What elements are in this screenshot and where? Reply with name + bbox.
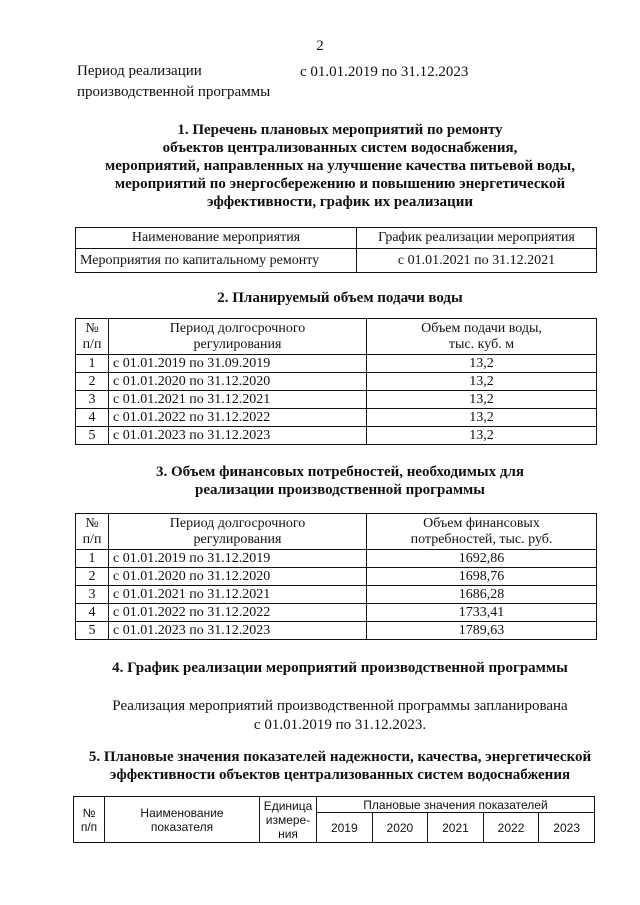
row-num: 1: [76, 550, 109, 568]
section3-title-line: 3. Объем финансовых потребностей, необходимых для: [155, 464, 525, 480]
financial-needs-table: [75, 513, 597, 640]
table-row: [76, 409, 597, 427]
section3-title: [60, 463, 620, 499]
table-row: [76, 391, 597, 409]
table-row: [76, 604, 597, 622]
section2-title: [60, 289, 620, 307]
table-row: [76, 586, 597, 604]
header-volume: [367, 319, 597, 355]
period-label: [77, 61, 270, 103]
water-supply-table: [75, 318, 597, 445]
header-num: [76, 319, 109, 355]
period-label-line1: Период реализации: [77, 63, 202, 79]
row-amount: 1733,41: [367, 604, 597, 622]
table-row: [76, 427, 597, 445]
section1-title-line: мероприятий по энергосбережению и повышению энергетической: [114, 176, 566, 192]
header-period: [109, 319, 367, 355]
section3-title-line: реализации производственной программы: [195, 482, 485, 498]
header-period: [109, 514, 367, 550]
row-num: 4: [76, 409, 109, 427]
header-year: 2021: [428, 813, 484, 843]
row-amount: 1692,86: [367, 550, 597, 568]
table-header-row: [74, 797, 595, 813]
row-volume: 13,2: [367, 355, 597, 373]
activities-table: [75, 227, 597, 273]
table-row: [76, 550, 597, 568]
header-volume-line2: тыс. куб. м: [448, 336, 515, 352]
row-amount: 1789,63: [367, 622, 597, 640]
header-num: [74, 797, 105, 843]
row-period: с 01.01.2019 по 31.09.2019: [109, 355, 367, 373]
header-num-line2: п/п: [80, 819, 98, 834]
section4-text: [60, 697, 620, 735]
row-period: с 01.01.2021 по 31.12.2021: [109, 586, 367, 604]
table-header-row: [76, 319, 597, 355]
section4-text-line2: с 01.01.2019 по 31.12.2023.: [253, 717, 427, 733]
header-num-line2: п/п: [82, 531, 102, 547]
row-amount: 1686,28: [367, 586, 597, 604]
table-header-row: [76, 514, 597, 550]
section1-title-line: объектов централизованных систем водоснабжения,: [162, 140, 518, 156]
header-num: [76, 514, 109, 550]
header-financial: [367, 514, 597, 550]
header-period-line2: регулирования: [193, 336, 282, 352]
page-number: 2: [316, 38, 324, 54]
header-volume-line1: Объем подачи воды,: [421, 320, 542, 336]
header-year: 2020: [372, 813, 428, 843]
table-row: [76, 622, 597, 640]
header-financial-line2: потребностей, тыс. руб.: [410, 531, 553, 547]
row-volume: 13,2: [367, 427, 597, 445]
section1-title-line: 1. Перечень плановых мероприятий по ремонту: [177, 122, 503, 138]
section1-title: [60, 121, 620, 211]
table-header-row: [76, 228, 597, 249]
row-num: 2: [76, 568, 109, 586]
row-period: с 01.01.2019 по 31.12.2019: [109, 550, 367, 568]
row-period: с 01.01.2021 по 31.12.2021: [109, 391, 367, 409]
period-value: с 01.01.2019 по 31.12.2023: [300, 64, 469, 80]
table-row: [76, 249, 597, 273]
header-num-line1: №: [82, 805, 96, 820]
header-year: 2023: [539, 813, 595, 843]
header-planned-values: Плановые значения показателей: [317, 797, 595, 813]
header-activity-name: Наименование мероприятия: [76, 228, 357, 249]
row-num: 4: [76, 604, 109, 622]
row-volume: 13,2: [367, 409, 597, 427]
activity-name-cell: Мероприятия по капитальному ремонту: [76, 249, 357, 273]
section1-title-line: эффективности, график их реализации: [207, 194, 473, 210]
row-period: с 01.01.2023 по 31.12.2023: [109, 427, 367, 445]
header-num-line1: №: [85, 515, 99, 531]
row-period: с 01.01.2022 по 31.12.2022: [109, 604, 367, 622]
header-num-line1: №: [85, 320, 99, 336]
row-period: с 01.01.2020 по 31.12.2020: [109, 568, 367, 586]
section2-title-line: 2. Планируемый объем подачи воды: [217, 290, 463, 306]
header-unit-line2: измере-: [265, 812, 311, 827]
section5-title-line: 5. Плановые значения показателей надежности, качества, энергетической: [88, 749, 592, 765]
row-num: 2: [76, 373, 109, 391]
header-unit-line3: ния: [278, 826, 298, 841]
table-row: [76, 373, 597, 391]
table-row: [76, 568, 597, 586]
header-unit: [260, 797, 317, 843]
header-year: 2022: [483, 813, 539, 843]
header-financial-line1: Объем финансовых: [423, 515, 540, 531]
row-period: с 01.01.2020 по 31.12.2020: [109, 373, 367, 391]
row-period: с 01.01.2022 по 31.12.2022: [109, 409, 367, 427]
header-year: 2019: [317, 813, 373, 843]
header-period-line2: регулирования: [193, 531, 282, 547]
row-volume: 13,2: [367, 391, 597, 409]
section1-title-line: мероприятий, направленных на улучшение качества питьевой воды,: [105, 158, 575, 174]
section4-text-line1: Реализация мероприятий производственной программы запланирована: [112, 698, 568, 714]
section4-title: [60, 659, 620, 677]
activity-schedule-cell: с 01.01.2021 по 31.12.2021: [357, 249, 597, 273]
section5-title: [60, 748, 620, 784]
header-activity-schedule: График реализации мероприятия: [357, 228, 597, 249]
period-label-line2: производственной программы: [77, 84, 271, 100]
row-num: 1: [76, 355, 109, 373]
header-num-line2: п/п: [82, 336, 102, 352]
header-period-line1: Период долгосрочного: [169, 515, 306, 531]
section4-title-line: 4. График реализации мероприятий производственной программы: [112, 660, 568, 676]
indicators-table: [73, 796, 595, 843]
row-num: 5: [76, 427, 109, 445]
table-row: [76, 355, 597, 373]
section5-title-line: эффективности объектов централизованных систем водоснабжения: [109, 767, 571, 783]
row-volume: 13,2: [367, 373, 597, 391]
header-indicator-name: Наименование показателя: [105, 797, 260, 843]
header-unit-line1: Единица: [263, 798, 313, 813]
row-num: 3: [76, 391, 109, 409]
row-num: 3: [76, 586, 109, 604]
row-amount: 1698,76: [367, 568, 597, 586]
header-period-line1: Период долгосрочного: [169, 320, 306, 336]
row-period: с 01.01.2023 по 31.12.2023: [109, 622, 367, 640]
row-num: 5: [76, 622, 109, 640]
